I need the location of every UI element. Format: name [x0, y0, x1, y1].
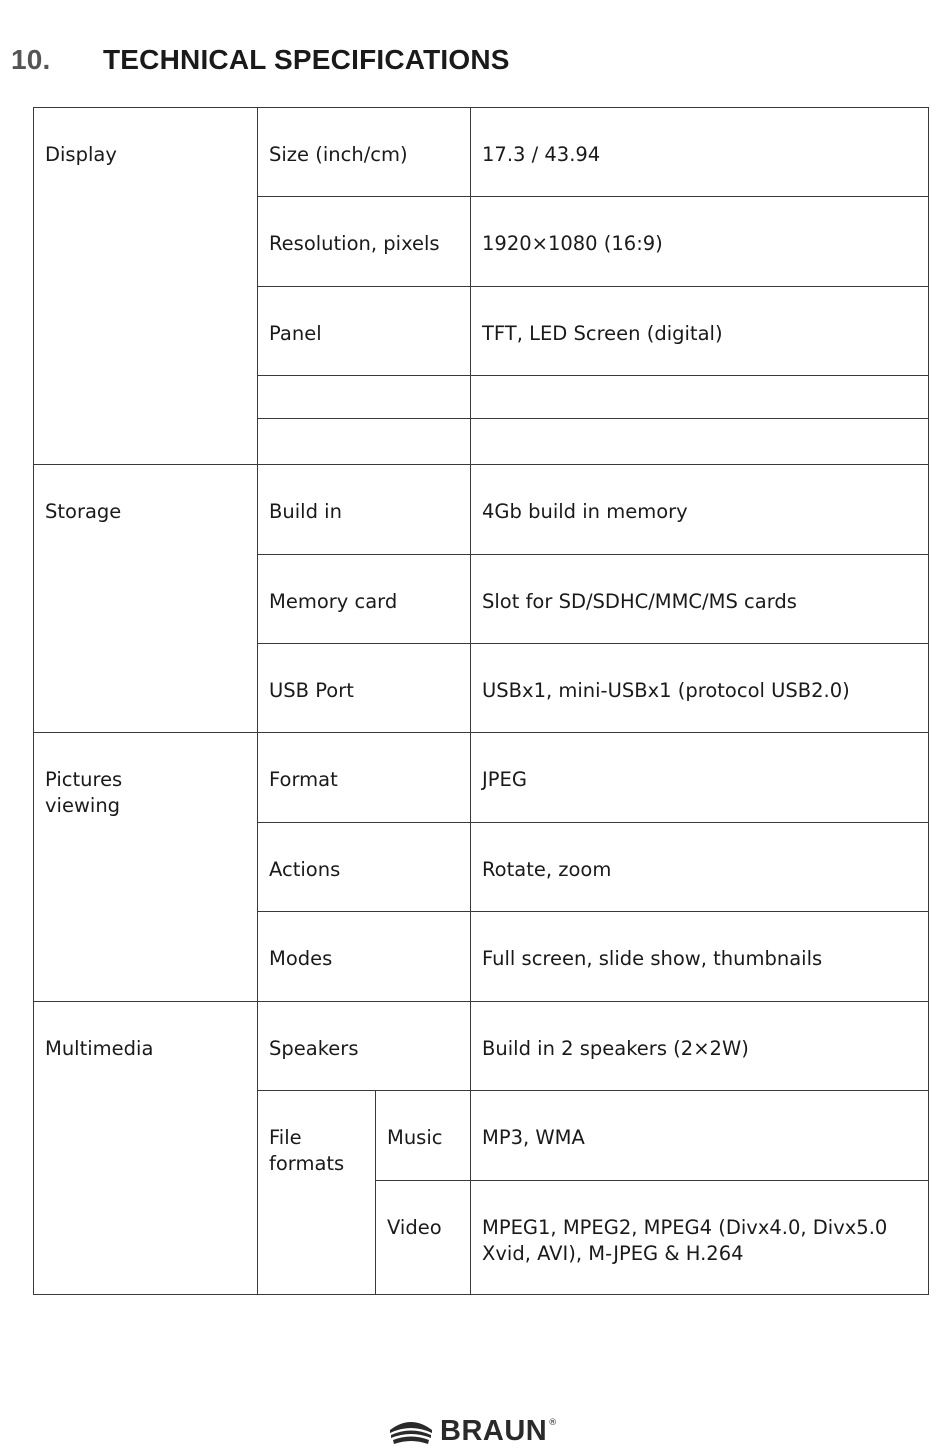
spec-label: Actions — [258, 823, 471, 912]
category-line: Pictures — [45, 768, 123, 791]
table-row — [34, 108, 929, 197]
spec-value: Build in 2 speakers (2×2W) — [471, 1002, 929, 1091]
empty-cell — [471, 419, 929, 465]
spec-label: Memory card — [258, 555, 471, 644]
table-row — [34, 1002, 929, 1091]
spec-label: Modes — [258, 912, 471, 1002]
spec-label: Panel — [258, 287, 471, 376]
category-display: Display — [34, 108, 258, 465]
registered-mark: ® — [548, 1418, 558, 1428]
category-storage: Storage — [34, 465, 258, 733]
spec-value: TFT, LED Screen (digital) — [471, 287, 929, 376]
category-line: viewing — [45, 794, 121, 817]
spec-value: 1920×1080 (16:9) — [471, 197, 929, 287]
value-line: MPEG1, MPEG2, MPEG4 (Divx4.0, Divx5.0 — [482, 1216, 888, 1239]
spec-label: Size (inch/cm) — [258, 108, 471, 197]
table-row — [34, 733, 929, 823]
label-line: File — [269, 1126, 302, 1149]
spec-value: Slot for SD/SDHC/MMC/MS cards — [471, 555, 929, 644]
spec-label: Build in — [258, 465, 471, 555]
spec-label: Music — [376, 1091, 471, 1181]
spec-value: USBx1, mini-USBx1 (protocol USB2.0) — [471, 644, 929, 733]
category-multimedia: Multimedia — [34, 1002, 258, 1295]
braun-emblem-icon — [388, 1416, 434, 1446]
spec-value: Full screen, slide show, thumbnails — [471, 912, 929, 1002]
category-pictures-viewing — [34, 733, 258, 1002]
spec-value: Rotate, zoom — [471, 823, 929, 912]
spec-label: USB Port — [258, 644, 471, 733]
spec-label: Format — [258, 733, 471, 823]
spec-value: MP3, WMA — [471, 1091, 929, 1181]
section-title: TECHNICAL SPECIFICATIONS — [103, 44, 510, 75]
spec-value — [471, 1181, 929, 1295]
spec-value: JPEG — [471, 733, 929, 823]
spec-label: Video — [376, 1181, 471, 1295]
value-line: Xvid, AVI), M-JPEG & H.264 — [482, 1242, 744, 1265]
empty-cell — [258, 376, 471, 419]
label-line: formats — [269, 1152, 345, 1175]
brand-name: BRAUN — [440, 1414, 548, 1447]
empty-cell — [471, 376, 929, 419]
empty-cell — [258, 419, 471, 465]
file-formats-label — [258, 1091, 376, 1295]
spec-value: 17.3 / 43.94 — [471, 108, 929, 197]
spec-table — [33, 107, 929, 1295]
spec-value: 4Gb build in memory — [471, 465, 929, 555]
braun-logo — [388, 1414, 557, 1448]
section-heading — [11, 40, 510, 80]
table-row — [34, 465, 929, 555]
section-number: 10. — [11, 44, 51, 75]
spec-label: Speakers — [258, 1002, 471, 1091]
spec-label: Resolution, pixels — [258, 197, 471, 287]
